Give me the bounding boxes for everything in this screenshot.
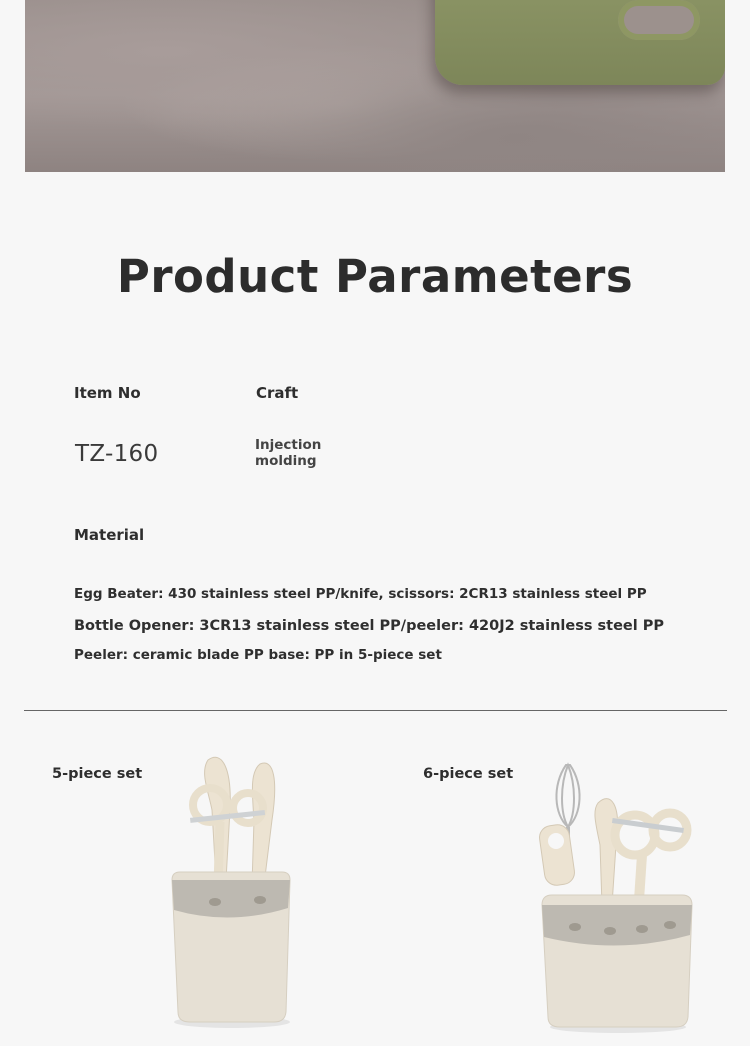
hero-photo-cutting-board [25, 0, 725, 172]
craft-value-line-2: molding [255, 453, 317, 469]
six-piece-set-image [530, 755, 705, 1035]
cutting-board-handle-hole [618, 0, 700, 40]
five-piece-set-label: 5-piece set [52, 766, 143, 782]
item-no-label: Item No [74, 384, 141, 402]
material-line-egg-beater: Egg Beater: 430 stainless steel PP/knife, scissors: 2CR13 stainless steel PP [74, 586, 647, 602]
material-label: Material [74, 526, 145, 544]
material-line-peeler: Peeler: ceramic blade PP base: PP in 5-piece set [74, 647, 442, 663]
craft-value [255, 437, 365, 469]
five-piece-set-image [160, 750, 310, 1030]
craft-label: Craft [256, 384, 299, 402]
page-title: Product Parameters [116, 250, 634, 303]
section-divider [24, 710, 727, 711]
item-no-value: TZ-160 [75, 441, 159, 467]
material-line-bottle-opener: Bottle Opener: 3CR13 stainless steel PP/peeler: 420J2 stainless steel PP [74, 618, 665, 634]
six-piece-set-label: 6-piece set [423, 766, 514, 782]
craft-value-line-1: Injection [255, 437, 322, 453]
